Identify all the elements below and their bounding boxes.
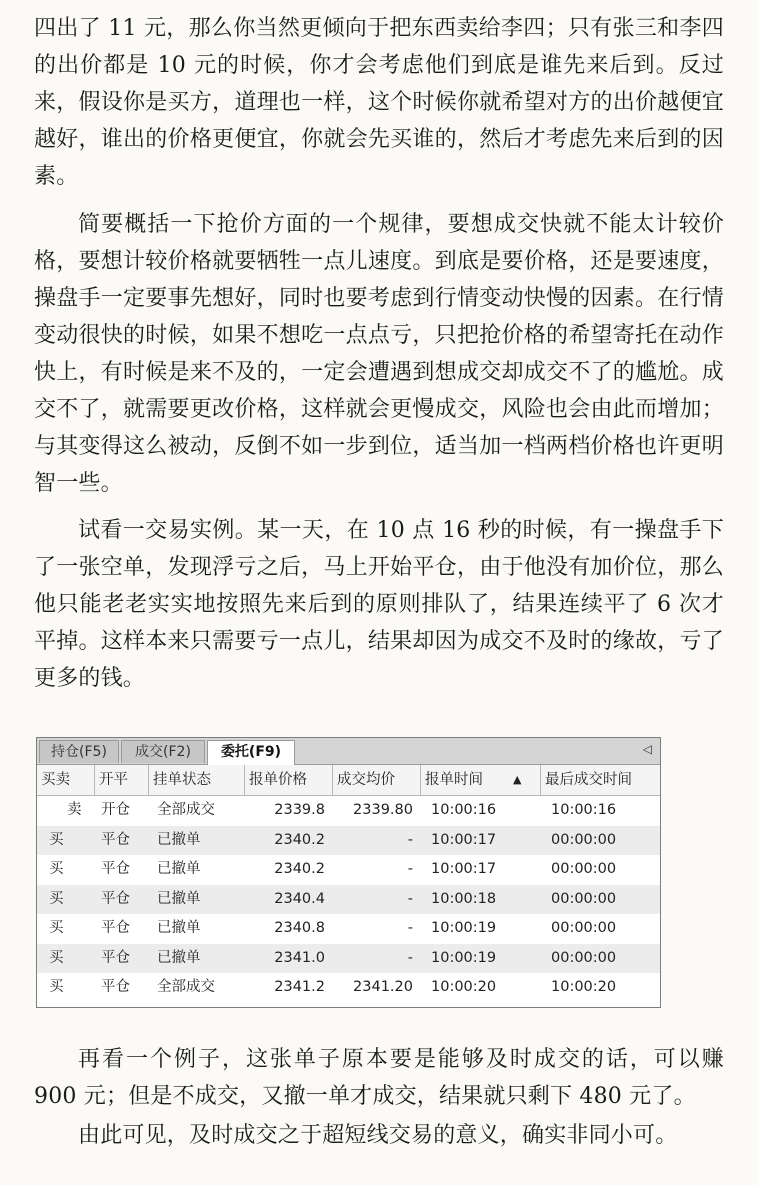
- cell-last-trade-time: 00:00:00: [551, 949, 617, 966]
- cell-open-close: 平仓: [101, 979, 130, 995]
- cell-last-trade-time: 00:00:00: [551, 890, 617, 907]
- cell-order-time: 10:00:19: [431, 920, 497, 936]
- col-avg-price[interactable]: 成交均价: [333, 765, 421, 795]
- cell-avg-price: -: [407, 890, 413, 907]
- cell-last-trade-time: 00:00:00: [551, 831, 617, 848]
- cell-order-time: 10:00:16: [431, 802, 497, 818]
- cell-last-trade-time: 00:00:00: [551, 861, 617, 877]
- tab-trades[interactable]: 成交(F2): [121, 740, 205, 763]
- col-status[interactable]: 挂单状态: [149, 765, 245, 795]
- cell-open-close: 平仓: [101, 890, 130, 907]
- cell-order-price: 2340.4: [274, 890, 325, 907]
- table-row[interactable]: [37, 855, 660, 885]
- cell-side: 买: [49, 861, 64, 877]
- cell-open-close: 开仓: [101, 802, 130, 818]
- col-order-price[interactable]: 报单价格: [245, 765, 333, 795]
- cell-order-time: 10:00:17: [431, 861, 497, 877]
- cell-open-close: 平仓: [101, 861, 130, 877]
- cell-open-close: 平仓: [101, 949, 130, 966]
- cell-order-price: 2339.8: [274, 802, 325, 818]
- cell-status: 全部成交: [157, 802, 215, 818]
- cell-last-trade-time: 00:00:00: [551, 920, 617, 936]
- paragraph-1: 四出了 11 元，那么你当然更倾向于把东西卖给李四；只有张三和李四的出价都是 10 元的时候，你才会考虑他们到底是谁先来后到。反过来，假设你是买方，道理也一样，这个时候你就希望对方的出价越便宜越好，谁出的价格更便宜，你就会先买谁的，然后才考虑先来后到的因素。: [34, 16, 724, 189]
- cell-avg-price: -: [407, 831, 413, 848]
- cell-avg-price: -: [407, 949, 413, 966]
- order-panel: [36, 737, 661, 1008]
- cell-last-trade-time: 10:00:16: [551, 802, 617, 818]
- cell-order-time: 10:00:19: [431, 949, 497, 966]
- cell-side: 买: [49, 920, 64, 936]
- cell-status: 已撤单: [157, 861, 201, 877]
- cell-order-price: 2341.2: [274, 979, 325, 995]
- cell-status: 已撤单: [157, 920, 201, 936]
- table-row[interactable]: [37, 826, 660, 856]
- tab-positions[interactable]: 持仓(F5): [39, 740, 119, 763]
- col-last-trade-time[interactable]: 最后成交时间: [545, 772, 632, 788]
- cell-order-price: 2340.8: [274, 920, 325, 936]
- cell-order-time: 10:00:20: [431, 979, 497, 995]
- paragraph-3: 试看一交易实例。某一天，在 10 点 16 秒的时候，有一操盘手下了一张空单，发现浮亏之后，马上开始平仓，由于他没有加价位，那么他只能老老实实地按照先来后到的原则排队了，结果连续平了 6 次才平掉。这样本来只需要亏一点儿，结果却因为成交不及时的缘故，亏了更多的钱。: [34, 518, 724, 691]
- table-row[interactable]: [37, 944, 660, 974]
- cell-side: 买: [49, 949, 64, 966]
- col-order-time[interactable]: 报单时间: [421, 765, 541, 795]
- cell-order-price: 2340.2: [274, 861, 325, 877]
- table-row[interactable]: [37, 914, 660, 944]
- paragraph-4: 再看一个例子，这张单子原本要是能够及时成交的话，可以赚 900 元；但是不成交，又撤一单才成交，结果就只剩下 480 元了。: [34, 1047, 724, 1109]
- cell-open-close: 平仓: [101, 831, 130, 848]
- cell-order-time: 10:00:18: [431, 890, 497, 907]
- cell-avg-price: 2339.80: [353, 802, 413, 818]
- cell-avg-price: 2341.20: [353, 979, 413, 995]
- tab-bar: [37, 738, 660, 765]
- cell-order-price: 2340.2: [274, 831, 325, 848]
- cell-side: 买: [49, 831, 64, 848]
- table-row[interactable]: [37, 973, 660, 1003]
- tab-orders[interactable]: 委托(F9): [207, 740, 295, 765]
- order-rows: [37, 796, 660, 1003]
- cell-status: 全部成交: [157, 979, 215, 995]
- cell-status: 已撤单: [157, 949, 201, 966]
- col-open-close[interactable]: 开平: [95, 765, 149, 795]
- cell-side: 卖: [67, 802, 82, 818]
- cell-order-price: 2341.0: [274, 949, 325, 966]
- paragraph-2: 简要概括一下抢价方面的一个规律，要想成交快就不能太计较价格，要想计较价格就要牺牲一点儿速度。到底是要价格，还是要速度，操盘手一定要事先想好，同时也要考虑到行情变动快慢的因素。在行情变动很快的时候，如果不想吃一点点亏，只把抢价格的希望寄托在动作快上，有时候是来不及的，一定会遭遇到想成交却成交不了的尴尬。成交不了，就需要更改价格，这样就会更慢成交，风险也会由此而增加；与其变得这么被动，反倒不如一步到位，适当加一档两档价格也许更明智一些。: [34, 212, 724, 496]
- sort-ascending-icon[interactable]: ▲: [513, 773, 522, 786]
- table-row[interactable]: [37, 796, 660, 826]
- table-header: [37, 765, 660, 796]
- cell-last-trade-time: 10:00:20: [551, 979, 617, 995]
- cell-order-time: 10:00:17: [431, 831, 497, 848]
- col-side[interactable]: 买卖: [37, 765, 95, 795]
- cell-avg-price: -: [407, 920, 413, 936]
- cell-status: 已撤单: [157, 831, 201, 848]
- tab-scroll-left-icon[interactable]: ◁: [642, 742, 652, 756]
- cell-side: 买: [49, 890, 64, 907]
- cell-status: 已撤单: [157, 890, 201, 907]
- paragraph-5: 由此可见，及时成交之于超短线交易的意义，确实非同小可。: [78, 1123, 678, 1148]
- cell-side: 买: [49, 979, 64, 995]
- table-row[interactable]: [37, 885, 660, 915]
- cell-open-close: 平仓: [101, 920, 130, 936]
- cell-avg-price: -: [407, 861, 413, 877]
